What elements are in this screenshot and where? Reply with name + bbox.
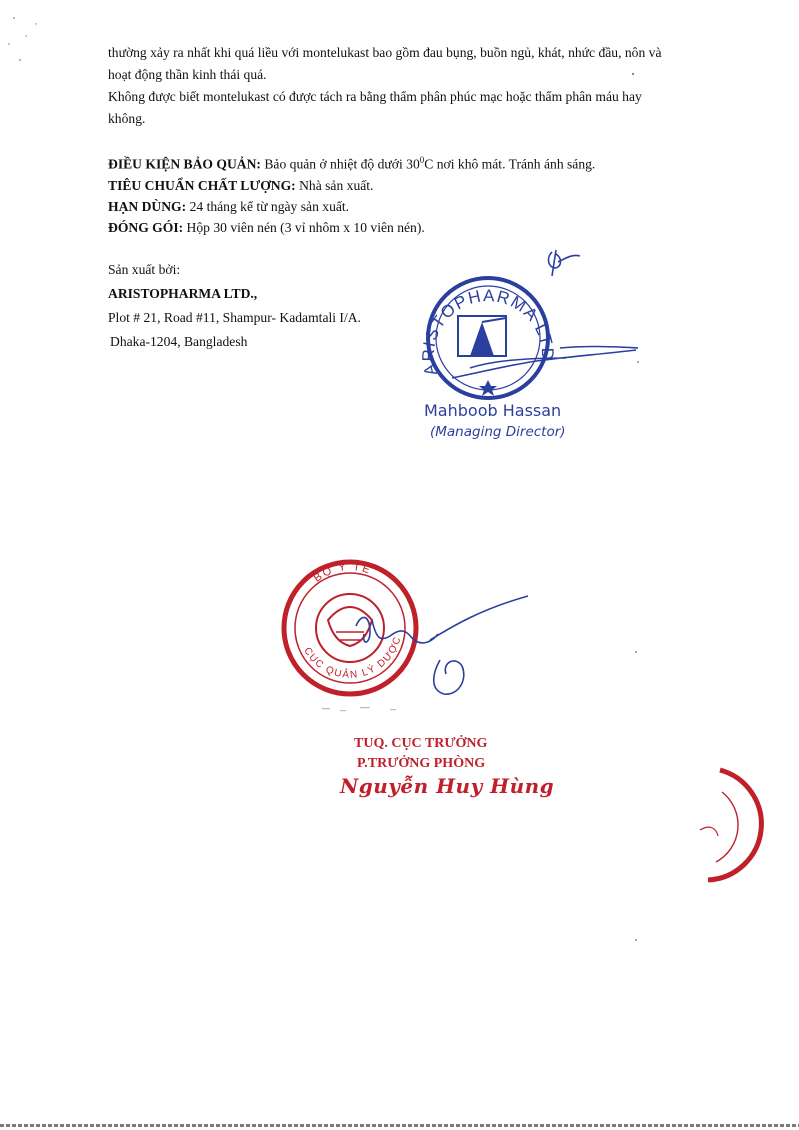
manufacturer-block — [108, 258, 361, 354]
manufacturer-address-2: Dhaka-1204, Bangladesh — [110, 334, 248, 349]
director-signature — [452, 347, 638, 379]
specifications — [108, 150, 728, 238]
page-bottom-edge — [0, 1124, 799, 1127]
signatory-title: (Managing Director) — [430, 424, 566, 440]
storage-text-b: C nơi khô mát. Tránh ánh sáng. — [424, 156, 596, 172]
scan-marks — [322, 707, 396, 711]
authority-line-1: TUQ. CỤC TRƯỞNG — [354, 736, 488, 751]
storage-degree: 0 — [419, 155, 425, 165]
storage-conditions — [108, 150, 728, 175]
authority-stamp — [284, 562, 416, 694]
authority-line-3: Nguyễn Huy Hùng — [340, 774, 555, 798]
manufacturer-name: ARISTOPHARMA LTD., — [108, 286, 258, 301]
signatory-name: Mahboob Hassan — [424, 401, 562, 420]
overdose-line-1: thường xảy ra nhất khi quá liều với montelukast bao gồm đau bụng, buồn ngủ, khát, nhức đầu, nôn và — [108, 45, 662, 60]
initials-signature — [549, 250, 580, 276]
expiry — [108, 196, 728, 217]
storage-label: ĐIỀU KIỆN BẢO QUẢN: — [108, 156, 261, 172]
overdose-paragraph — [108, 42, 728, 130]
quality-standard — [108, 175, 728, 196]
overdose-line-2: hoạt động thần kinh thái quá. — [108, 67, 267, 82]
authority-line-2: P.TRƯỞNG PHÒNG — [357, 756, 486, 771]
dialysis-line-2: không. — [108, 111, 146, 126]
authority-stamp-ring-bottom: CỤC QUẢN LÝ DƯỢC — [301, 634, 404, 681]
company-stamp-ring-text: ARISTOPHARMA LTD. — [418, 286, 558, 378]
partial-stamp-edge — [700, 770, 761, 880]
dialysis-line-1: Không được biết montelukast có được tách ra bằng thẩm phân phúc mạc hoặc thẩm phân máu hay — [108, 89, 642, 104]
expiry-label: HẠN DÙNG: — [108, 198, 187, 214]
manufacturer-label: Sản xuất bởi: — [108, 262, 181, 277]
packing-text: Hộp 30 viên nén (3 vỉ nhôm x 10 viên nén). — [183, 219, 425, 235]
authority-stamp-ring-top: BỘ Y TẾ — [311, 560, 374, 585]
quality-text: Nhà sản xuất. — [295, 177, 374, 193]
quality-label: TIÊU CHUẨN CHẤT LƯỢNG: — [108, 177, 296, 193]
expiry-text: 24 tháng kể từ ngày sản xuất. — [186, 198, 350, 214]
packing — [108, 217, 728, 238]
official-signature — [356, 596, 528, 694]
storage-text-a: Bảo quản ở nhiệt độ dưới 30 — [260, 156, 420, 172]
manufacturer-address-1: Plot # 21, Road #11, Shampur- Kadamtali I/A. — [108, 310, 361, 325]
company-stamp — [428, 278, 548, 398]
packing-label: ĐÓNG GÓI: — [108, 219, 184, 235]
